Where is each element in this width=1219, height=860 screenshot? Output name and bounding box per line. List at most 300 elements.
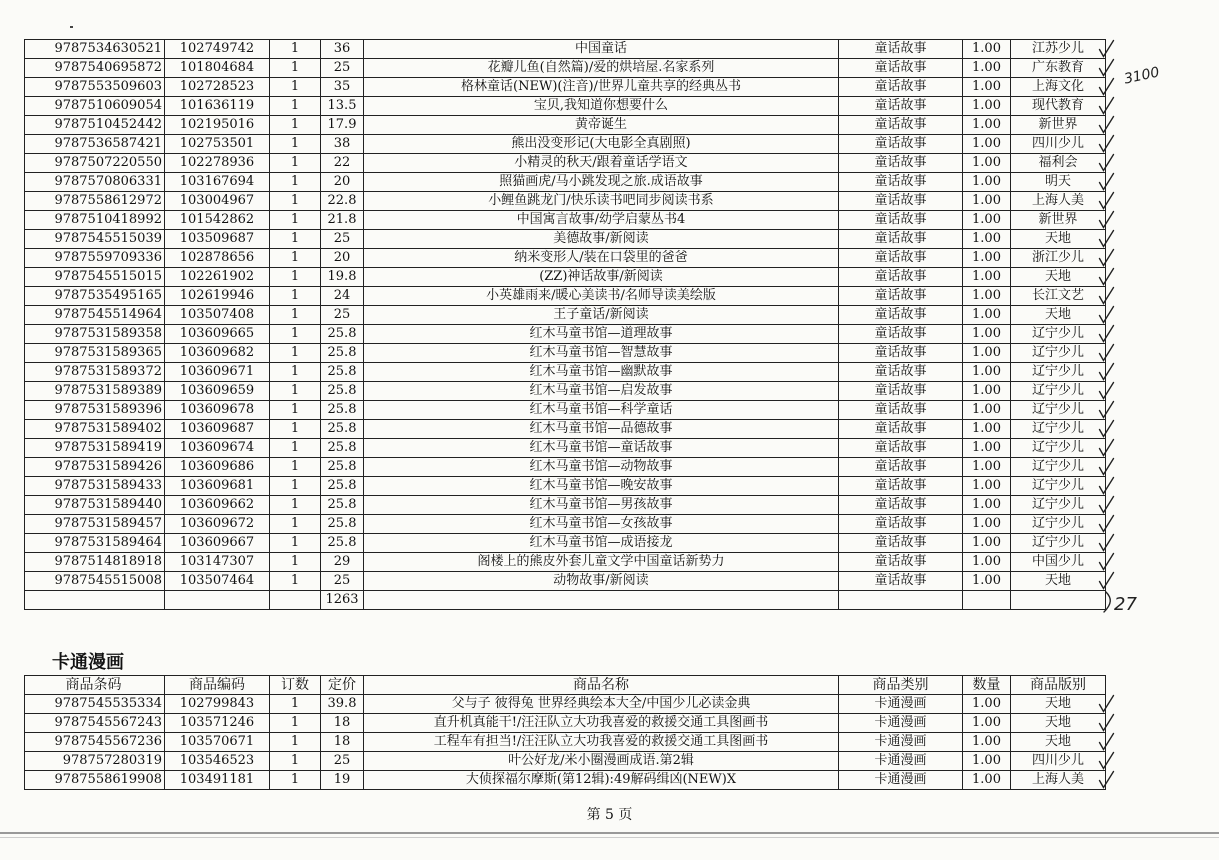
title-cell: 动物故事/新阅读 <box>364 572 839 591</box>
handwritten-note-top: 3100 <box>1122 64 1161 88</box>
quantity-cell: 1.00 <box>963 40 1011 59</box>
order-qty-cell: 1 <box>270 458 321 477</box>
order-qty-cell: 1 <box>270 135 321 154</box>
price-cell: 29 <box>321 553 364 572</box>
empty-cell <box>963 591 1011 610</box>
barcode-cell: 9787559709336 <box>25 249 165 268</box>
publisher-cell: 上海人美 <box>1011 192 1106 211</box>
publisher-cell: 天地 <box>1011 714 1106 733</box>
barcode-cell: 9787510609054 <box>25 97 165 116</box>
publisher-cell: 辽宁少儿 <box>1011 363 1106 382</box>
publisher-cell: 新世界 <box>1011 211 1106 230</box>
quantity-cell: 1.00 <box>963 401 1011 420</box>
item-code-cell: 103147307 <box>165 553 270 572</box>
column-header: 数量 <box>963 676 1011 695</box>
order-qty-cell: 1 <box>270 230 321 249</box>
barcode-cell: 9787531589426 <box>25 458 165 477</box>
title-cell: 红木马童书馆—童话故事 <box>364 439 839 458</box>
publisher-cell: 天地 <box>1011 572 1106 591</box>
quantity-cell: 1.00 <box>963 192 1011 211</box>
publisher-cell: 上海文化 <box>1011 78 1106 97</box>
barcode-cell: 9787507220550 <box>25 154 165 173</box>
table-row <box>25 211 1106 230</box>
category-cell: 童话故事 <box>839 40 963 59</box>
barcode-cell: 9787558612972 <box>25 192 165 211</box>
price-cell: 25.8 <box>321 325 364 344</box>
publisher-cell: 现代教育 <box>1011 97 1106 116</box>
item-code-cell: 103609671 <box>165 363 270 382</box>
title-cell: 小鲤鱼跳龙门/快乐读书吧同步阅读书系 <box>364 192 839 211</box>
table-row <box>25 173 1106 192</box>
table-row <box>25 154 1106 173</box>
category-cell: 卡通漫画 <box>839 752 963 771</box>
table-row <box>25 363 1106 382</box>
order-qty-cell: 1 <box>270 306 321 325</box>
title-cell: 大侦探福尔摩斯(第12辑):49解码缉凶(NEW)X <box>364 771 839 790</box>
table-row <box>25 439 1106 458</box>
title-cell: 熊出没变形记(大电影全真剧照) <box>364 135 839 154</box>
item-code-cell: 103609687 <box>165 420 270 439</box>
barcode-cell: 9787540695872 <box>25 59 165 78</box>
category-cell: 童话故事 <box>839 401 963 420</box>
price-cell: 25.8 <box>321 439 364 458</box>
order-qty-cell: 1 <box>270 752 321 771</box>
price-cell: 25.8 <box>321 477 364 496</box>
barcode-cell: 9787514818918 <box>25 553 165 572</box>
publisher-cell: 上海人美 <box>1011 771 1106 790</box>
table-row <box>25 477 1106 496</box>
column-header: 订数 <box>270 676 321 695</box>
publisher-cell: 辽宁少儿 <box>1011 401 1106 420</box>
title-cell: 红木马童书馆—动物故事 <box>364 458 839 477</box>
title-cell: 红木马童书馆—男孩故事 <box>364 496 839 515</box>
price-cell: 17.9 <box>321 116 364 135</box>
item-code-cell: 103546523 <box>165 752 270 771</box>
category-cell: 童话故事 <box>839 458 963 477</box>
order-qty-cell: 1 <box>270 363 321 382</box>
total-row <box>25 591 1106 610</box>
barcode-cell: 9787531589433 <box>25 477 165 496</box>
item-code-cell: 102799843 <box>165 695 270 714</box>
price-cell: 25 <box>321 230 364 249</box>
order-qty-cell: 1 <box>270 173 321 192</box>
title-cell: 红木马童书馆—幽默故事 <box>364 363 839 382</box>
item-code-cell: 102261902 <box>165 268 270 287</box>
table-row <box>25 572 1106 591</box>
price-cell: 25.8 <box>321 401 364 420</box>
title-cell: 美德故事/新阅读 <box>364 230 839 249</box>
table-row <box>25 287 1106 306</box>
price-cell: 25.8 <box>321 420 364 439</box>
item-code-cell: 103509687 <box>165 230 270 249</box>
barcode-cell: 9787531589389 <box>25 382 165 401</box>
category-cell: 童话故事 <box>839 477 963 496</box>
category-cell: 童话故事 <box>839 230 963 249</box>
barcode-cell: 9787531589464 <box>25 534 165 553</box>
table-row <box>25 733 1106 752</box>
price-cell: 18 <box>321 714 364 733</box>
title-cell: 工程车有担当!/汪汪队立大功我喜爱的救援交通工具图画书 <box>364 733 839 752</box>
category-cell: 童话故事 <box>839 78 963 97</box>
table-row <box>25 344 1106 363</box>
table-row <box>25 496 1106 515</box>
title-cell: 中国寓言故事/幼学启蒙丛书4 <box>364 211 839 230</box>
scan-speck <box>70 26 73 28</box>
price-cell: 20 <box>321 249 364 268</box>
quantity-cell: 1.00 <box>963 173 1011 192</box>
table-row <box>25 230 1106 249</box>
category-cell: 童话故事 <box>839 534 963 553</box>
price-cell: 21.8 <box>321 211 364 230</box>
title-cell: 红木马童书馆—晚安故事 <box>364 477 839 496</box>
item-code-cell: 101542862 <box>165 211 270 230</box>
item-code-cell: 103609667 <box>165 534 270 553</box>
title-cell: (ZZ)神话故事/新阅读 <box>364 268 839 287</box>
quantity-cell: 1.00 <box>963 695 1011 714</box>
barcode-cell: 9787545515008 <box>25 572 165 591</box>
category-cell: 童话故事 <box>839 287 963 306</box>
order-qty-cell: 1 <box>270 154 321 173</box>
barcode-cell: 9787545514964 <box>25 306 165 325</box>
price-cell: 25.8 <box>321 534 364 553</box>
title-cell: 红木马童书馆—启发故事 <box>364 382 839 401</box>
title-cell: 王子童话/新阅读 <box>364 306 839 325</box>
category-cell: 童话故事 <box>839 249 963 268</box>
quantity-cell: 1.00 <box>963 363 1011 382</box>
price-cell: 25.8 <box>321 382 364 401</box>
category-cell: 童话故事 <box>839 363 963 382</box>
quantity-cell: 1.00 <box>963 135 1011 154</box>
publisher-cell: 天地 <box>1011 733 1106 752</box>
column-header: 商品版别 <box>1011 676 1106 695</box>
price-cell: 25 <box>321 572 364 591</box>
table-row <box>25 59 1106 78</box>
quantity-cell: 1.00 <box>963 268 1011 287</box>
price-cell: 25.8 <box>321 496 364 515</box>
item-code-cell: 102195016 <box>165 116 270 135</box>
item-code-cell: 102278936 <box>165 154 270 173</box>
publisher-cell: 江苏少儿 <box>1011 40 1106 59</box>
category-cell: 童话故事 <box>839 572 963 591</box>
footer-rule <box>0 832 1219 834</box>
category-cell: 童话故事 <box>839 97 963 116</box>
quantity-cell: 1.00 <box>963 515 1011 534</box>
cartoon-table <box>24 675 1106 790</box>
title-cell: 父与子 彼得兔 世界经典绘本大全/中国少儿必读金典 <box>364 695 839 714</box>
category-cell: 童话故事 <box>839 382 963 401</box>
empty-cell <box>1011 591 1106 610</box>
item-code-cell: 103609665 <box>165 325 270 344</box>
barcode-cell: 9787545567243 <box>25 714 165 733</box>
publisher-cell: 新世界 <box>1011 116 1106 135</box>
order-qty-cell: 1 <box>270 287 321 306</box>
order-qty-cell: 1 <box>270 477 321 496</box>
table-row <box>25 325 1106 344</box>
publisher-cell: 辽宁少儿 <box>1011 420 1106 439</box>
item-code-cell: 103571246 <box>165 714 270 733</box>
table-row <box>25 752 1106 771</box>
price-cell: 25.8 <box>321 458 364 477</box>
order-qty-cell: 1 <box>270 553 321 572</box>
quantity-cell: 1.00 <box>963 154 1011 173</box>
barcode-cell: 9787531589440 <box>25 496 165 515</box>
title-cell: 中国童话 <box>364 40 839 59</box>
publisher-cell: 辽宁少儿 <box>1011 382 1106 401</box>
quantity-cell: 1.00 <box>963 553 1011 572</box>
title-cell: 叶公好龙/米小圈漫画成语.第2辑 <box>364 752 839 771</box>
empty-cell <box>839 591 963 610</box>
order-qty-cell: 1 <box>270 382 321 401</box>
category-cell: 童话故事 <box>839 154 963 173</box>
barcode-cell: 9787535495165 <box>25 287 165 306</box>
publisher-cell: 福利会 <box>1011 154 1106 173</box>
item-code-cell: 103507408 <box>165 306 270 325</box>
empty-cell <box>364 591 839 610</box>
order-qty-cell: 1 <box>270 97 321 116</box>
column-header: 定价 <box>321 676 364 695</box>
barcode-cell: 9787558619908 <box>25 771 165 790</box>
table-row <box>25 420 1106 439</box>
category-cell: 童话故事 <box>839 135 963 154</box>
price-cell: 25 <box>321 752 364 771</box>
barcode-cell: 9787510418992 <box>25 211 165 230</box>
quantity-cell: 1.00 <box>963 714 1011 733</box>
publisher-cell: 长江文艺 <box>1011 287 1106 306</box>
category-cell: 童话故事 <box>839 192 963 211</box>
quantity-cell: 1.00 <box>963 534 1011 553</box>
barcode-cell: 9787531589402 <box>25 420 165 439</box>
table-row <box>25 268 1106 287</box>
barcode-cell: 9787534630521 <box>25 40 165 59</box>
table-row <box>25 306 1106 325</box>
fairy-tale-table <box>24 39 1106 610</box>
barcode-cell: 9787531589419 <box>25 439 165 458</box>
order-qty-cell: 1 <box>270 534 321 553</box>
quantity-cell: 1.00 <box>963 59 1011 78</box>
title-cell: 红木马童书馆—成语接龙 <box>364 534 839 553</box>
quantity-cell: 1.00 <box>963 420 1011 439</box>
quantity-cell: 1.00 <box>963 771 1011 790</box>
title-cell: 宝贝,我知道你想要什么 <box>364 97 839 116</box>
item-code-cell: 103609682 <box>165 344 270 363</box>
table-row <box>25 534 1106 553</box>
order-qty-cell: 1 <box>270 714 321 733</box>
quantity-cell: 1.00 <box>963 230 1011 249</box>
column-header: 商品名称 <box>364 676 839 695</box>
item-code-cell: 102878656 <box>165 249 270 268</box>
category-cell: 卡通漫画 <box>839 714 963 733</box>
title-cell: 小精灵的秋天/跟着童话学语文 <box>364 154 839 173</box>
order-qty-cell: 1 <box>270 439 321 458</box>
title-cell: 红木马童书馆—女孩故事 <box>364 515 839 534</box>
table-row <box>25 714 1106 733</box>
item-code-cell: 102728523 <box>165 78 270 97</box>
quantity-cell: 1.00 <box>963 306 1011 325</box>
price-cell: 18 <box>321 733 364 752</box>
publisher-cell: 辽宁少儿 <box>1011 439 1106 458</box>
barcode-cell: 9787545535334 <box>25 695 165 714</box>
title-cell: 红木马童书馆—道理故事 <box>364 325 839 344</box>
order-qty-cell: 1 <box>270 325 321 344</box>
table-row <box>25 116 1106 135</box>
item-code-cell: 103491181 <box>165 771 270 790</box>
column-header: 商品类别 <box>839 676 963 695</box>
quantity-cell: 1.00 <box>963 287 1011 306</box>
quantity-cell: 1.00 <box>963 477 1011 496</box>
item-code-cell: 102749742 <box>165 40 270 59</box>
table-row <box>25 695 1106 714</box>
publisher-cell: 天地 <box>1011 230 1106 249</box>
barcode-cell: 9787531589358 <box>25 325 165 344</box>
order-qty-cell: 1 <box>270 40 321 59</box>
item-code-cell: 101804684 <box>165 59 270 78</box>
barcode-cell: 9787531589365 <box>25 344 165 363</box>
category-cell: 童话故事 <box>839 325 963 344</box>
price-cell: 38 <box>321 135 364 154</box>
price-cell: 19.8 <box>321 268 364 287</box>
price-cell: 20 <box>321 173 364 192</box>
item-code-cell: 103507464 <box>165 572 270 591</box>
title-cell: 黄帝诞生 <box>364 116 839 135</box>
barcode-cell: 9787531589396 <box>25 401 165 420</box>
barcode-cell: 9787510452442 <box>25 116 165 135</box>
item-code-cell: 103609681 <box>165 477 270 496</box>
publisher-cell: 辽宁少儿 <box>1011 458 1106 477</box>
order-qty-cell: 1 <box>270 211 321 230</box>
category-cell: 童话故事 <box>839 173 963 192</box>
table-row <box>25 515 1106 534</box>
order-qty-cell: 1 <box>270 268 321 287</box>
category-cell: 童话故事 <box>839 420 963 439</box>
publisher-cell: 中国少儿 <box>1011 553 1106 572</box>
price-cell: 22 <box>321 154 364 173</box>
title-cell: 红木马童书馆—智慧故事 <box>364 344 839 363</box>
item-code-cell: 103609686 <box>165 458 270 477</box>
barcode-cell: 9787545567236 <box>25 733 165 752</box>
order-qty-cell: 1 <box>270 116 321 135</box>
quantity-cell: 1.00 <box>963 116 1011 135</box>
price-cell: 36 <box>321 40 364 59</box>
quantity-cell: 1.00 <box>963 325 1011 344</box>
handwritten-note-count: 27 <box>1114 594 1137 615</box>
item-code-cell: 103004967 <box>165 192 270 211</box>
quantity-cell: 1.00 <box>963 733 1011 752</box>
price-cell: 25 <box>321 306 364 325</box>
item-code-cell: 103609674 <box>165 439 270 458</box>
title-cell: 直升机真能干!/汪汪队立大功我喜爱的救援交通工具图画书 <box>364 714 839 733</box>
category-cell: 卡通漫画 <box>839 695 963 714</box>
publisher-cell: 四川少儿 <box>1011 135 1106 154</box>
order-qty-cell: 1 <box>270 344 321 363</box>
order-qty-cell: 1 <box>270 515 321 534</box>
quantity-cell: 1.00 <box>963 97 1011 116</box>
price-cell: 24 <box>321 287 364 306</box>
category-cell: 童话故事 <box>839 439 963 458</box>
publisher-cell: 天地 <box>1011 306 1106 325</box>
column-header: 商品编码 <box>165 676 270 695</box>
barcode-cell: 978757280319 <box>25 752 165 771</box>
price-cell: 19 <box>321 771 364 790</box>
title-cell: 红木马童书馆—科学童话 <box>364 401 839 420</box>
table-row <box>25 97 1106 116</box>
price-cell: 13.5 <box>321 97 364 116</box>
title-cell: 红木马童书馆—品德故事 <box>364 420 839 439</box>
order-qty-cell: 1 <box>270 496 321 515</box>
quantity-cell: 1.00 <box>963 572 1011 591</box>
price-cell: 35 <box>321 78 364 97</box>
publisher-cell: 广东教育 <box>1011 59 1106 78</box>
section-title-cartoon: 卡通漫画 <box>52 652 124 673</box>
barcode-cell: 9787545515015 <box>25 268 165 287</box>
price-cell: 25.8 <box>321 515 364 534</box>
barcode-cell: 9787536587421 <box>25 135 165 154</box>
category-cell: 童话故事 <box>839 306 963 325</box>
order-qty-cell: 1 <box>270 192 321 211</box>
barcode-cell: 9787531589457 <box>25 515 165 534</box>
publisher-cell: 辽宁少儿 <box>1011 534 1106 553</box>
price-cell: 25.8 <box>321 344 364 363</box>
quantity-cell: 1.00 <box>963 439 1011 458</box>
category-cell: 童话故事 <box>839 515 963 534</box>
item-code-cell: 101636119 <box>165 97 270 116</box>
empty-cell <box>270 591 321 610</box>
empty-cell <box>165 591 270 610</box>
publisher-cell: 辽宁少儿 <box>1011 515 1106 534</box>
order-qty-cell: 1 <box>270 733 321 752</box>
publisher-cell: 明天 <box>1011 173 1106 192</box>
quantity-cell: 1.00 <box>963 344 1011 363</box>
footer-rule-thin <box>0 837 1219 838</box>
title-cell: 格林童话(NEW)(注音)/世界儿童共享的经典丛书 <box>364 78 839 97</box>
barcode-cell: 9787570806331 <box>25 173 165 192</box>
empty-cell <box>25 591 165 610</box>
table-row <box>25 78 1106 97</box>
page-number: 第 5 页 <box>586 807 633 823</box>
order-qty-cell: 1 <box>270 59 321 78</box>
category-cell: 童话故事 <box>839 268 963 287</box>
table-row <box>25 458 1106 477</box>
price-cell: 25.8 <box>321 363 364 382</box>
publisher-cell: 辽宁少儿 <box>1011 477 1106 496</box>
category-cell: 童话故事 <box>839 496 963 515</box>
table-row <box>25 135 1106 154</box>
quantity-cell: 1.00 <box>963 382 1011 401</box>
item-code-cell: 103167694 <box>165 173 270 192</box>
table-row <box>25 401 1106 420</box>
category-cell: 卡通漫画 <box>839 771 963 790</box>
order-qty-cell: 1 <box>270 771 321 790</box>
title-cell: 照猫画虎/马小跳发现之旅.成语故事 <box>364 173 839 192</box>
order-qty-cell: 1 <box>270 249 321 268</box>
category-cell: 童话故事 <box>839 116 963 135</box>
price-cell: 22.8 <box>321 192 364 211</box>
item-code-cell: 103609659 <box>165 382 270 401</box>
price-cell: 39.8 <box>321 695 364 714</box>
item-code-cell: 103609672 <box>165 515 270 534</box>
category-cell: 童话故事 <box>839 553 963 572</box>
publisher-cell: 辽宁少儿 <box>1011 325 1106 344</box>
table-row <box>25 249 1106 268</box>
table-row <box>25 771 1106 790</box>
publisher-cell: 天地 <box>1011 695 1106 714</box>
table-row <box>25 553 1106 572</box>
table-row <box>25 192 1106 211</box>
total-price-cell: 1263 <box>321 591 364 610</box>
publisher-cell: 浙江少儿 <box>1011 249 1106 268</box>
quantity-cell: 1.00 <box>963 249 1011 268</box>
order-qty-cell: 1 <box>270 401 321 420</box>
table-header <box>25 676 1106 695</box>
